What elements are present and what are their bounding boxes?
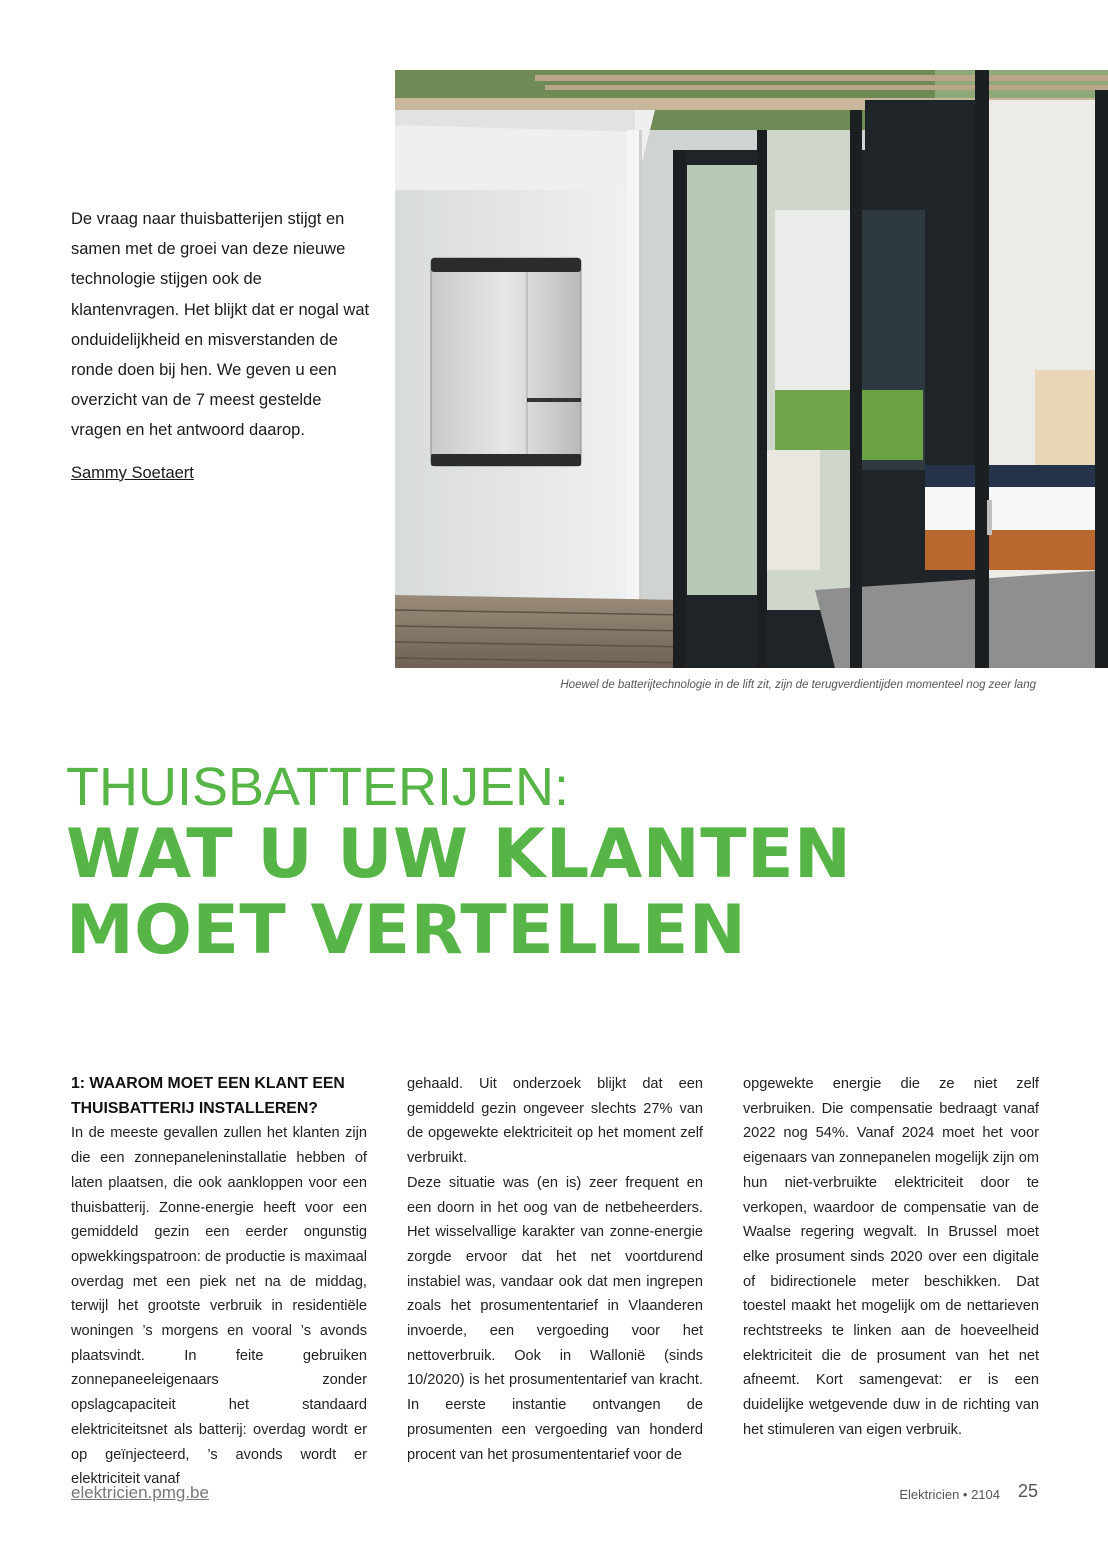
article-photo: [395, 70, 1108, 668]
intro-text: De vraag naar thuisbatterijen stijgt en samen met de groei van deze nieuwe technologie stijgen ook de klantenvragen. Het blijkt dat er nogal wat onduidelijkheid en misverstanden de ronde doen bij hen. We geven u een overzicht van de 7 meest gestelde vragen en het antwoord daarop.: [71, 210, 370, 440]
title-line-3: MOET VERTELLEN: [66, 891, 747, 970]
article-column-2: [407, 1072, 703, 1467]
footer-website-link[interactable]: elektricien.pmg.be: [71, 1483, 209, 1502]
article-column-1: [71, 1072, 367, 1492]
intro-block: [71, 204, 371, 488]
title-line-1: THUISBATTERIJEN:: [66, 757, 570, 817]
column-2-paragraph-1: gehaald. Uit onderzoek blijkt dat een gemiddeld gezin ongeveer slechts 27% van de opgewekte elektriciteit op het moment zelf verbruikt.: [407, 1076, 703, 1167]
title-line-2: WAT U UW KLANTEN: [66, 815, 852, 894]
column-2-paragraph-2: Deze situatie was (en is) zeer frequent en een doorn in het oog van de netbeheerders. Het wisselvallige karakter van zonne-energie zorgde ervoor dat het net voortdurend instabiel was, vandaar ook dat men ingrepen zoals het prosumententarief in Vlaanderen invoerde, een vergoeding voor het nettoverbruik. Ook in Wallonië (sinds 10/2020) is het prosumententarief van kracht. In eerste instantie ontvangen de prosumenten een vergoeding van honderd procent van het prosumententarief voor de: [407, 1174, 703, 1463]
article-column-3: [743, 1072, 1039, 1443]
photo-illustration: [395, 70, 1108, 668]
page-number: 25: [1017, 1481, 1038, 1501]
footer-magazine-issue: Elektricien • 2104: [899, 1487, 1000, 1502]
column-3-text: opgewekte energie die ze niet zelf verbruiken. Die compensatie bedraagt vanaf 2022 nog 54%. Vanaf 2024 moet het voor eigenaars van zonnepanelen mogelijk zijn om hun niet-verbruikte elektriciteit door te verkopen, waardoor de compensatie van de Waalse regering wegvalt. In Brussel moet elke prosument sinds 2020 over een digitale of bidirectionele meter beschikken. Dat toestel maakt het mogelijk om de nettarieven rechtstreeks te linken aan de hoeveelheid elektriciteit die de prosument van het net afneemt. Kort samengevat: er is een duidelijke wetgevende duw in de richting van het stimuleren van eigen verbruik.: [743, 1076, 1039, 1438]
section-heading-1: 1: WAAROM MOET EEN KLANT EEN THUISBATTERIJ INSTALLEREN?: [71, 1075, 345, 1117]
author-link[interactable]: Sammy Soetaert: [71, 463, 194, 482]
photo-caption: Hoewel de batterijtechnologie in de lift zit, zijn de terugverdientijden momenteel nog zeer lang: [560, 679, 1036, 691]
column-1-text: In de meeste gevallen zullen het klanten zijn die een zonnepaneleninstallatie hebben of laten plaatsen, die ook aankloppen voor een thuisbatterij. Zonne-energie heeft voor een gemiddeld gezin een eerder ongunstig opwekkingspatroon: de productie is maximaal overdag met een piek net na de middag, terwijl het grootste verbruik in residentiële woningen ’s morgens en vooral ’s avonds plaatsvindt. In feite gebruiken zonnepaneeleigenaars zonder opslagcapaciteit het standaard elektriciteitsnet als batterij: overdag wordt er op geïnjecteerd, ’s avonds wordt er elektriciteit vanaf: [71, 1125, 367, 1488]
